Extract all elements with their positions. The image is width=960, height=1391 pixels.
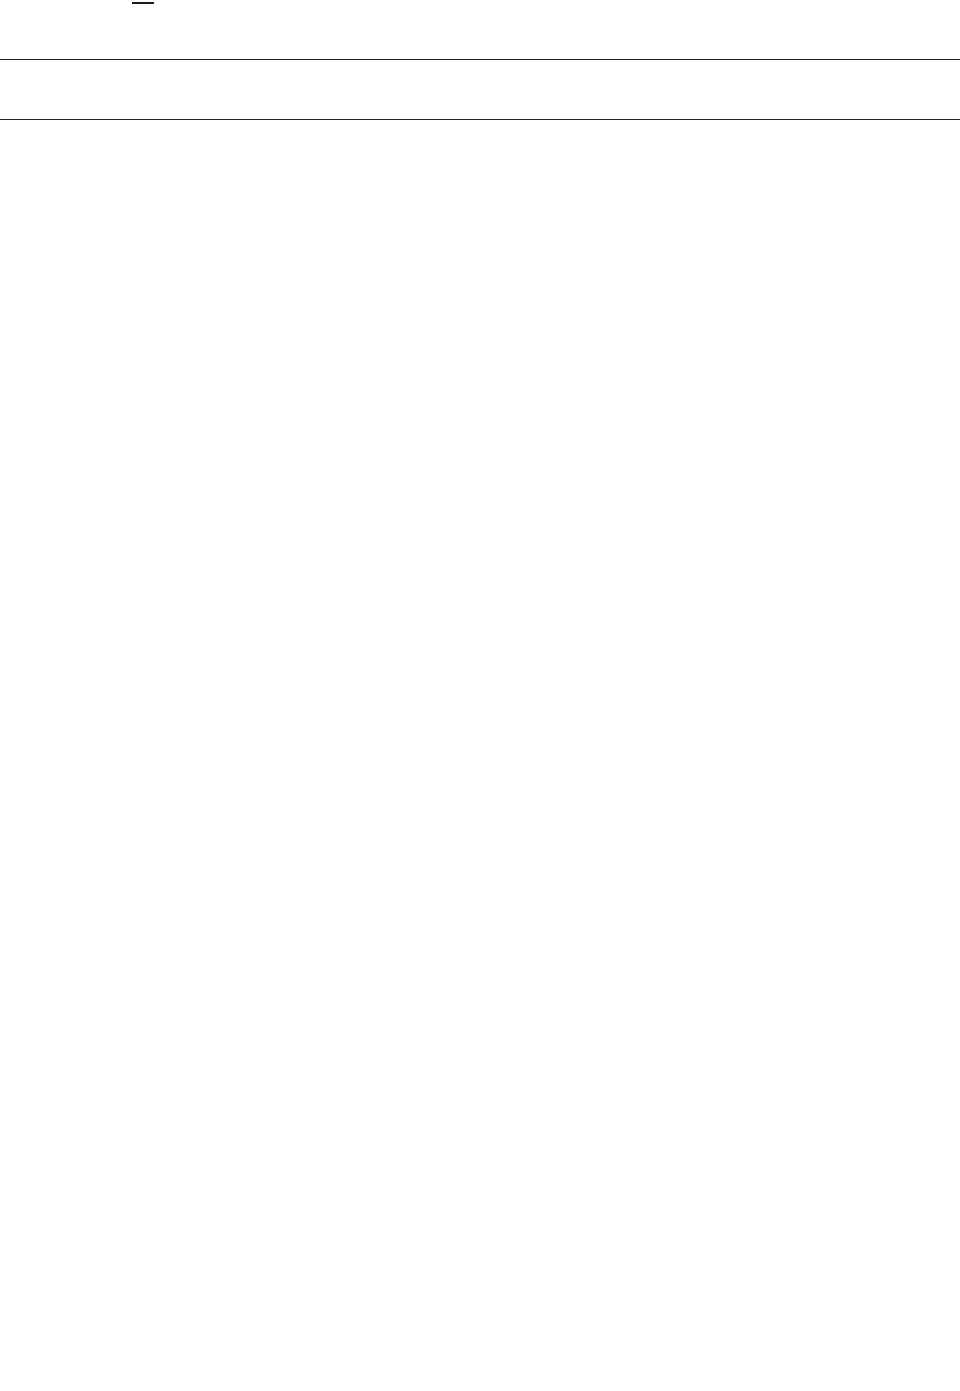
column-header-taric bbox=[135, 60, 210, 119]
page-header bbox=[0, 0, 960, 30]
language-badge bbox=[132, 2, 154, 4]
column-header-kn bbox=[0, 60, 135, 119]
table-header-rule bbox=[0, 119, 960, 120]
column-header-period bbox=[778, 60, 960, 119]
column-header-description bbox=[210, 60, 698, 119]
column-header-rate bbox=[698, 60, 778, 119]
